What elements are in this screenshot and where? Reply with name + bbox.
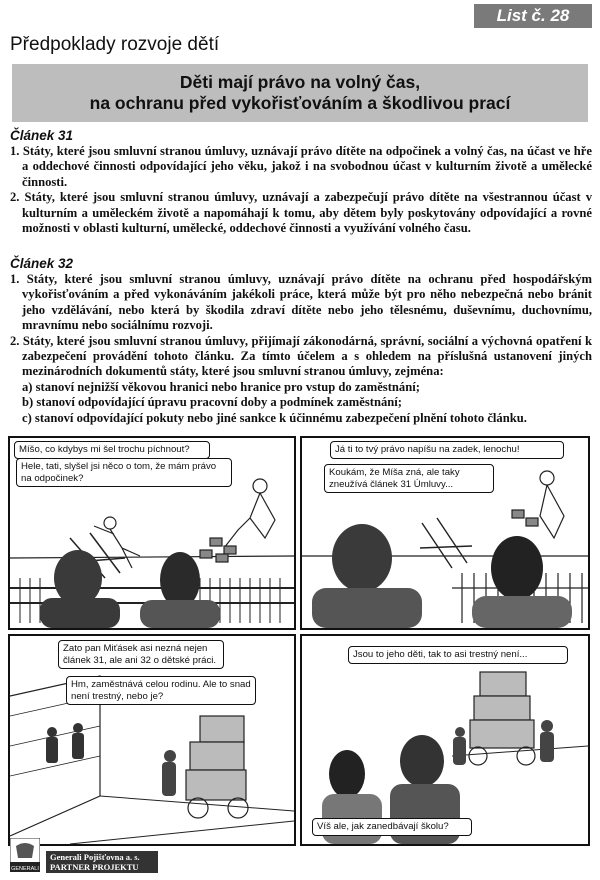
comic-panel-1 (8, 436, 296, 630)
speech-bubble: Míšo, co kdybys mi šel trochu píchnout? (14, 441, 210, 459)
partner-line-1: Generali Pojišťovna a. s. (50, 852, 140, 862)
article-31 (10, 128, 592, 236)
article-32 (10, 256, 592, 426)
speech-bubble: Koukám, že Míša zná, ale taky zneužívá článek 31 Úmluvy... (324, 464, 494, 493)
article-item: 1. Státy, které jsou smluvní stranou úmluvy, uznávají právo dítěte na ochranu před hospodářským vykořisťováním a před vykonáváním jakékoli práce, která může být pro něho nebezpečná nebo bránit jeho vzdělávání, nebo která by škodila zdraví dítěte nebo jeho tělesnému, duševnímu, duchovnímu, mravnímu nebo sociálnímu rozvoji. (10, 272, 592, 333)
topic-banner (12, 64, 588, 122)
speech-bubble: Zato pan Miťásek asi nezná nejen článek 31, ale ani 32 o dětské práci. (58, 640, 224, 669)
boy-figure (312, 524, 422, 628)
article-heading: Článek 31 (10, 128, 74, 143)
partner-line-2: PARTNER PROJEKTU (50, 862, 139, 872)
partner-box (46, 851, 158, 873)
speech-bubble: Hm, zaměstnává celou rodinu. Ale to snad není trestný, nebo je? (66, 676, 256, 705)
sheet-number-tag: List č. 28 (474, 4, 592, 28)
article-subitem: c) stanoví odpovídající pokuty nebo jiné sankce k účinnému zabezpečení plnění tohoto článku. (22, 410, 527, 425)
comic-strip (8, 436, 590, 848)
article-heading: Článek 32 (10, 256, 74, 271)
page-title: Předpoklady rozvoje dětí (10, 34, 220, 55)
comic-panel-2 (300, 436, 590, 630)
girl-figure (472, 536, 572, 628)
generali-logo (10, 838, 40, 872)
article-item: 2. Státy, které jsou smluvní stranou úmluvy, uznávají a zabezpečují právo dítěte na všestrannou účast v kulturním a uměleckém životě a napomáhají k tomu, aby dětem byly poskytovány odpovídající a rovné možnosti v oblasti kulturní, umělecké, oddechové činnosti a využívání volného času. (10, 190, 592, 236)
panel-4-illustration (302, 636, 588, 844)
article-subitem: a) stanoví nejnižší věkovou hranici nebo hranice pro vstup do zaměstnání; (22, 379, 420, 394)
speech-bubble: Hele, tati, slyšel jsi něco o tom, že mám právo na odpočinek? (16, 458, 232, 487)
logo-text: GENERALI (11, 866, 39, 872)
banner-line-2: na ochranu před vykořisťováním a škodlivou prací (89, 93, 511, 113)
child-pushing (162, 750, 176, 796)
comic-panel-3 (8, 634, 296, 846)
article-item-text: 2. Státy, které jsou smluvní stranou úmluvy, přijímají zákonodárná, správní, sociální a výchovná opatření k zabezpečení provádění tohoto článku. Za tímto účelem a s ohledem na příslušná ustanovení jiných mezinárodních dokumentů státy, které jsou smluvní stranou úmluvy, zejména: (10, 333, 592, 379)
walking-people (46, 723, 84, 763)
speech-bubble: Jsou to jeho děti, tak to asi trestný není... (348, 646, 568, 664)
lion-emblem-icon (10, 838, 40, 872)
article-item (10, 334, 592, 426)
speech-bubble: Víš ale, jak zanedbávají školu? (312, 818, 472, 836)
cart-with-boxes (186, 716, 248, 818)
banner-line-1: Děti mají právo na volný čas, (179, 72, 421, 92)
girl-figure (140, 552, 220, 628)
comic-panel-4 (300, 634, 590, 846)
article-subitem: b) stanoví odpovídající úpravu pracovní doby a podmínek zaměstnání; (22, 395, 402, 410)
article-item: 1. Státy, které jsou smluvní stranou úmluvy, uznávají právo dítěte na odpočinek a volný čas, na účast ve hře a oddechové činnosti odpovídající jeho věku, jakož i na svobodnou účast v kulturním životě a umělecké činnosti. (10, 144, 592, 189)
speech-bubble: Já ti to tvý právo napíšu na zadek, lenochu! (330, 441, 564, 459)
